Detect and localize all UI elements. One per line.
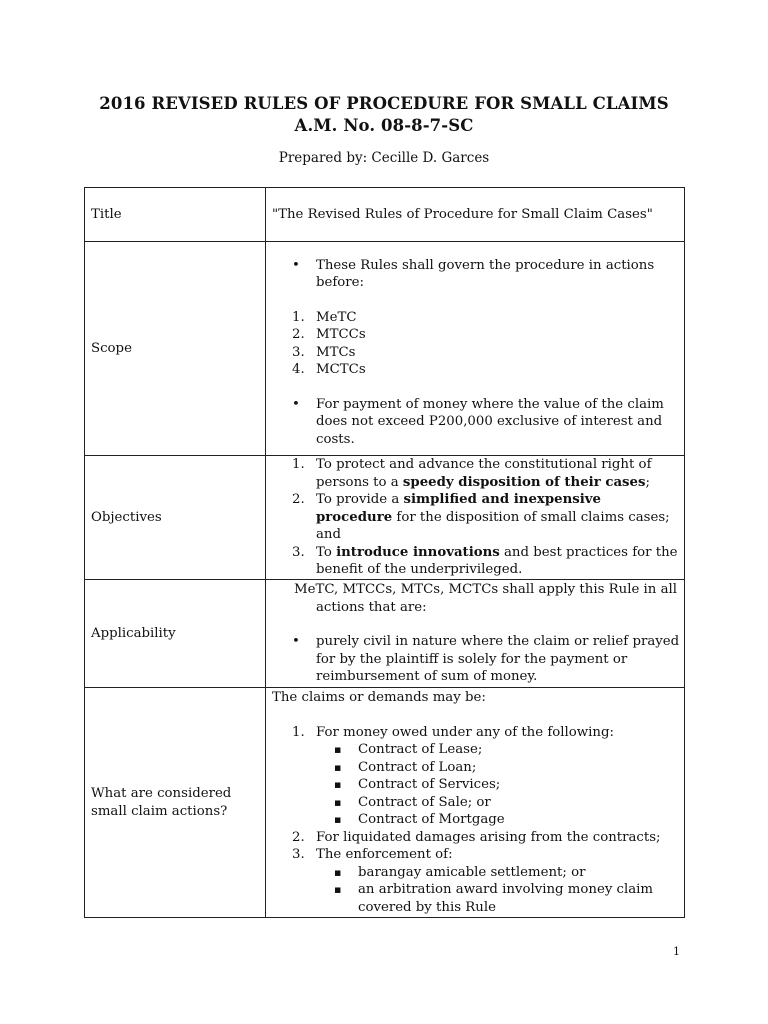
scope-content <box>266 242 685 456</box>
list-item: • purely civil in nature where the claim or relief prayed for by the plaintiff is solely for the payment or reimbursement of sum of money. <box>316 633 680 686</box>
table-row-applicability <box>85 580 685 688</box>
applicability-content <box>266 580 685 688</box>
list-item: 2. To provide a simplified and inexpensive procedure for the disposition of small claims cases; and <box>292 492 670 543</box>
list-item: ▪ Contract of Mortgage <box>358 811 680 829</box>
list-item: 2. For liquidated damages arising from the contracts; <box>292 829 661 845</box>
list-item: ▪ an arbitration award involving money claim covered by this Rule <box>358 881 680 916</box>
list-item: 4. MCTCs <box>292 362 366 378</box>
row-label: What are considered small claim actions? <box>85 688 266 918</box>
row-value: "The Revised Rules of Procedure for Small Claim Cases" <box>266 188 685 242</box>
list-item: ▪ Contract of Lease; <box>358 741 680 759</box>
title-line-2: A.M. No. 08-8-7-SC <box>294 116 474 135</box>
list-item: 1. To protect and advance the constitutional right of persons to a speedy disposition of their cases; <box>292 457 652 490</box>
table-row-small-claims <box>85 688 685 918</box>
enforcement-list <box>316 864 680 917</box>
table-row-scope <box>85 242 685 456</box>
row-label: Title <box>85 188 266 242</box>
applicability-intro: MeTC, MTCCs, MTCs, MCTCs shall apply this Rule in all actions that are: <box>294 582 678 615</box>
list-item: 3. The enforcement of: ▪ barangay amicable settlement; or ▪ an arbitration award involving money claim covered by this Rule <box>316 846 680 916</box>
list-item: ▪ barangay amicable settlement; or <box>358 864 680 882</box>
scope-bullets <box>272 257 680 292</box>
small-claims-intro: The claims or demands may be: <box>272 690 486 705</box>
page-number: 1 <box>673 945 680 958</box>
objectives-list <box>272 456 680 579</box>
list-item: 2. MTCCs <box>292 327 366 343</box>
table-row-title <box>85 188 685 242</box>
row-label: Objectives <box>85 456 266 580</box>
applicability-bullets <box>272 633 680 686</box>
document-title <box>0 93 768 137</box>
list-item: 1. MeTC <box>292 309 357 325</box>
contracts-list <box>316 741 680 829</box>
list-item: 3. MTCs <box>292 344 356 360</box>
row-label: Applicability <box>85 580 266 688</box>
list-item: 3. To introduce innovations and best practices for the benefit of the underprivileged. <box>292 544 678 578</box>
list-item: ▪ Contract of Services; <box>358 776 680 794</box>
prepared-by: Prepared by: Cecille D. Garces <box>278 150 490 166</box>
small-claims-list <box>272 724 680 917</box>
list-item: ▪ Contract of Loan; <box>358 759 680 777</box>
list-item: ▪ Contract of Sale; or <box>358 794 680 812</box>
list-item: • For payment of money where the value of the claim does not exceed P200,000 exclusive of interest and costs. <box>316 396 680 449</box>
scope-bullets-2 <box>272 396 680 449</box>
table-row-objectives <box>85 456 685 580</box>
list-item: • These Rules shall govern the procedure in actions before: <box>316 257 680 292</box>
courts-list <box>272 309 680 379</box>
title-line-1: 2016 REVISED RULES OF PROCEDURE FOR SMALL CLAIMS <box>99 94 669 113</box>
row-label: Scope <box>85 242 266 456</box>
small-claims-content <box>266 688 685 918</box>
rules-table <box>84 187 685 918</box>
list-item: 1. For money owed under any of the following: ▪ Contract of Lease; ▪ Contract of Loan; ▪ Contract of Services; ▪ Contract of Sale; or ▪ Contract of Mortgage <box>316 724 680 829</box>
objectives-content <box>266 456 685 580</box>
